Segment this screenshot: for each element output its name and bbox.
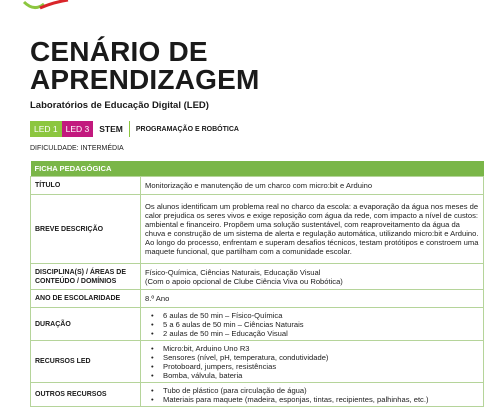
brand-logo-icon <box>20 0 80 12</box>
list-item: • Micro:bit, Arduino Uno R3 <box>145 344 479 353</box>
list-item: • Protoboard, jumpers, resistências <box>145 362 479 371</box>
row-label: DISCIPLINA(S) / ÁREAS DE CONTEÚDO / DOMÍNIOS <box>31 264 141 290</box>
table-row <box>31 383 484 407</box>
row-label: OUTROS RECURSOS <box>31 383 141 407</box>
bullet-list <box>145 386 479 404</box>
page-title-line-2: APRENDIZAGEM <box>30 64 260 95</box>
table-row <box>31 290 484 308</box>
list-item: • 2 aulas de 50 min – Educação Visual <box>145 329 479 338</box>
list-item: • Materiais para maquete (madeira, esponjas, tintas, recipientes, palhinhas, etc.) <box>145 395 479 404</box>
tag-area: PROGRAMAÇÃO E ROBÓTICA <box>130 121 245 137</box>
row-label: DURAÇÃO <box>31 308 141 341</box>
list-item: • 5 a 6 aulas de 50 min – Ciências Naturais <box>145 320 479 329</box>
difficulty-label: DIFICULDADE: INTERMÉDIA <box>30 145 124 152</box>
row-value <box>141 308 484 341</box>
row-value: Monitorização e manutenção de um charco com micro:bit e Arduino <box>141 177 484 195</box>
table-row <box>31 264 484 290</box>
row-value <box>141 264 484 290</box>
tag-row <box>30 121 245 137</box>
row-label: RECURSOS LED <box>31 341 141 383</box>
tag-stem: STEM <box>93 121 130 137</box>
row-value: Os alunos identificam um problema real no charco da escola: a evaporação da água nos meses de calor prejudica os seres vivos e exige reposição com água da rede, com impacto a nível de custos: ambiental e financeiro. Propõem uma solução sustentável, com reaproveitamento da água da chuva e construção de um sistema de alerta e regulação automática, utilizando micro:bit e Arduino. Ao longo do processo, enfrentam e superam desafios técnicos, testam protótipos e constroem uma maquete funcional, que partilham com a comunidade escolar. <box>141 195 484 264</box>
row-value-line: Físico-Química, Ciências Naturais, Educação Visual <box>145 267 321 277</box>
row-value <box>141 341 484 383</box>
table-row <box>31 195 484 264</box>
list-item: • Sensores (nível, pH, temperatura, condutividade) <box>145 353 479 362</box>
list-item: • Tubo de plástico (para circulação de água) <box>145 386 479 395</box>
page-subtitle: Laboratórios de Educação Digital (LED) <box>30 100 209 111</box>
bullet-list <box>145 344 479 380</box>
page-title <box>30 38 260 94</box>
row-value-line: (Com o apoio opcional de Clube Ciência Viva ou Robótica) <box>145 276 343 286</box>
table-row <box>31 177 484 195</box>
row-value: 8.º Ano <box>141 290 484 308</box>
row-label: TÍTULO <box>31 177 141 195</box>
page-title-line-1: CENÁRIO DE <box>30 36 208 67</box>
tag-led3: LED 3 <box>62 121 94 137</box>
row-label: ANO DE ESCOLARIDADE <box>31 290 141 308</box>
ficha-heading: FICHA PEDAGÓGICA <box>31 161 484 177</box>
ficha-pedagogica-table <box>30 161 484 407</box>
list-item: • 6 aulas de 50 min – Físico-Química <box>145 311 479 320</box>
table-row <box>31 308 484 341</box>
table-row <box>31 341 484 383</box>
tag-led1: LED 1 <box>30 121 62 137</box>
list-item: • Bomba, válvula, bateria <box>145 371 479 380</box>
row-value <box>141 383 484 407</box>
bullet-list <box>145 311 479 338</box>
row-label: BREVE DESCRIÇÃO <box>31 195 141 264</box>
